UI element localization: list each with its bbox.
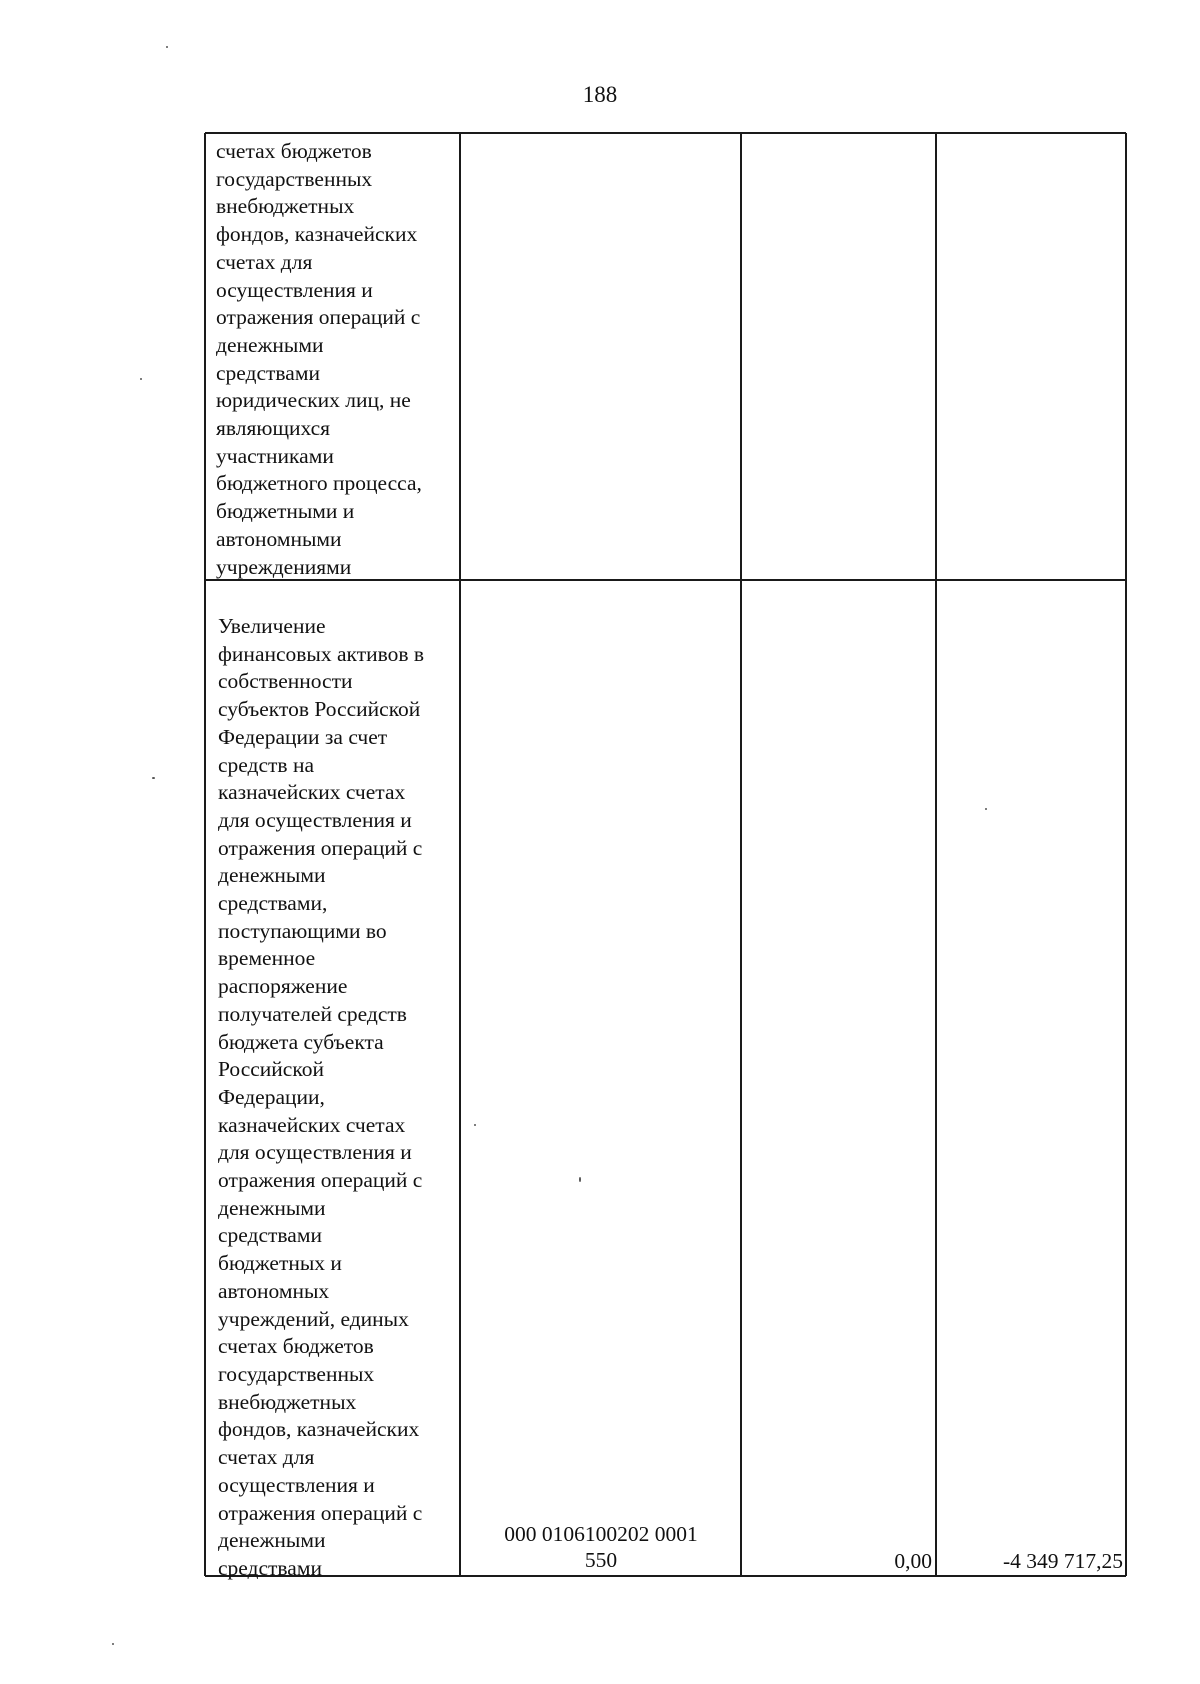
row-2-name-line: Увеличение	[218, 614, 326, 638]
row-2-name-line: субъектов Российской	[218, 697, 421, 722]
row-2-name-line: Федерации за счет	[218, 724, 388, 749]
scan-speck	[112, 1643, 114, 1645]
budget-code-line: 000 0106100202 0001	[504, 1522, 698, 1546]
row-2-name-line: автономных	[218, 1278, 330, 1303]
row-2-name-line: осуществления и	[218, 1472, 375, 1497]
row-1-name-line: средствами	[216, 360, 320, 385]
row-2-name-line: Российской	[218, 1057, 324, 1082]
row-2-name-line: для осуществления и	[218, 1140, 412, 1165]
row-2-name-line: учреждений, единых	[218, 1306, 409, 1331]
row-1-name-line: учреждениями	[216, 554, 352, 579]
row-1-name-line: счетах бюджетов	[216, 139, 372, 163]
scan-speck	[474, 1124, 476, 1126]
row-2-name-line: отражения операций с	[218, 1168, 423, 1193]
budget-code-line: 550	[584, 1548, 618, 1572]
row-1-name-line: внебюджетных	[216, 194, 355, 219]
row-2-name-line: внебюджетных	[218, 1389, 357, 1414]
row-1-name-cell	[216, 138, 422, 581]
row-1-name-line: бюджетными и	[216, 499, 355, 524]
row-2-name-line: бюджета субъекта	[218, 1029, 384, 1054]
row-2-name-line: счетах для	[218, 1445, 315, 1470]
row-2-name-line: казначейских счетах	[218, 780, 406, 805]
scan-speck	[166, 46, 168, 48]
row-2-name-line: распоряжение	[218, 974, 348, 999]
row-2-name-line: денежными	[218, 1528, 326, 1553]
row-2-name-line: финансовых активов в	[218, 641, 425, 666]
row-2-name-line: отражения операций с	[218, 835, 423, 860]
row-2-name-line: фондов, казначейских	[218, 1417, 420, 1442]
row-1-name-line: юридических лиц, не	[216, 388, 411, 413]
row-2-name-cell	[218, 613, 424, 1583]
row-2-name-line: Федерации,	[218, 1084, 325, 1109]
row-2-value-2: -4 349 717,25	[1002, 1549, 1123, 1573]
row-2-code-cell	[461, 1521, 741, 1573]
row-2-name-line: средств на	[218, 752, 315, 777]
row-2-name-line: собственности	[218, 669, 353, 694]
row-2-name-line: денежными	[218, 1195, 326, 1220]
row-1-name-line: счетах для	[216, 249, 313, 274]
row-2-name-line: получателей средств	[218, 1001, 407, 1026]
row-2-name-line: денежными	[218, 863, 326, 888]
row-1-name-line: являющихся	[216, 416, 331, 441]
scan-speck	[985, 808, 987, 810]
row-2-name-line: средствами	[218, 1223, 322, 1248]
row-1-name-line: бюджетного процесса,	[216, 471, 422, 496]
scan-speck	[152, 777, 155, 779]
row-2-name-line: поступающими во	[218, 918, 387, 943]
row-2-name-line: средствами,	[218, 891, 328, 916]
row-1-name-line: осуществления и	[216, 277, 373, 302]
row-1-name-line: фондов, казначейских	[216, 222, 418, 247]
row-2-name-line: отражения операций с	[218, 1500, 423, 1525]
row-1-name-line: денежными	[216, 332, 324, 357]
row-1-name-line: участниками	[216, 443, 334, 468]
page-number: 188	[582, 82, 618, 107]
row-2-name-line: средствами	[218, 1555, 322, 1580]
row-2-name-line: бюджетных и	[218, 1251, 342, 1276]
row-2-name-line: государственных	[218, 1361, 375, 1386]
row-2-value-1: 0,00	[894, 1549, 932, 1573]
scan-speck	[579, 1177, 581, 1182]
row-2-name-line: счетах бюджетов	[218, 1334, 374, 1359]
row-1-name-line: автономными	[216, 526, 342, 551]
row-2-name-line: казначейских счетах	[218, 1112, 406, 1137]
row-2-name-line: временное	[218, 946, 316, 971]
row-1-name-line: государственных	[216, 166, 373, 191]
row-1-name-line: отражения операций с	[216, 305, 421, 330]
row-2-name-line: для осуществления и	[218, 807, 412, 832]
scan-speck	[140, 378, 142, 380]
